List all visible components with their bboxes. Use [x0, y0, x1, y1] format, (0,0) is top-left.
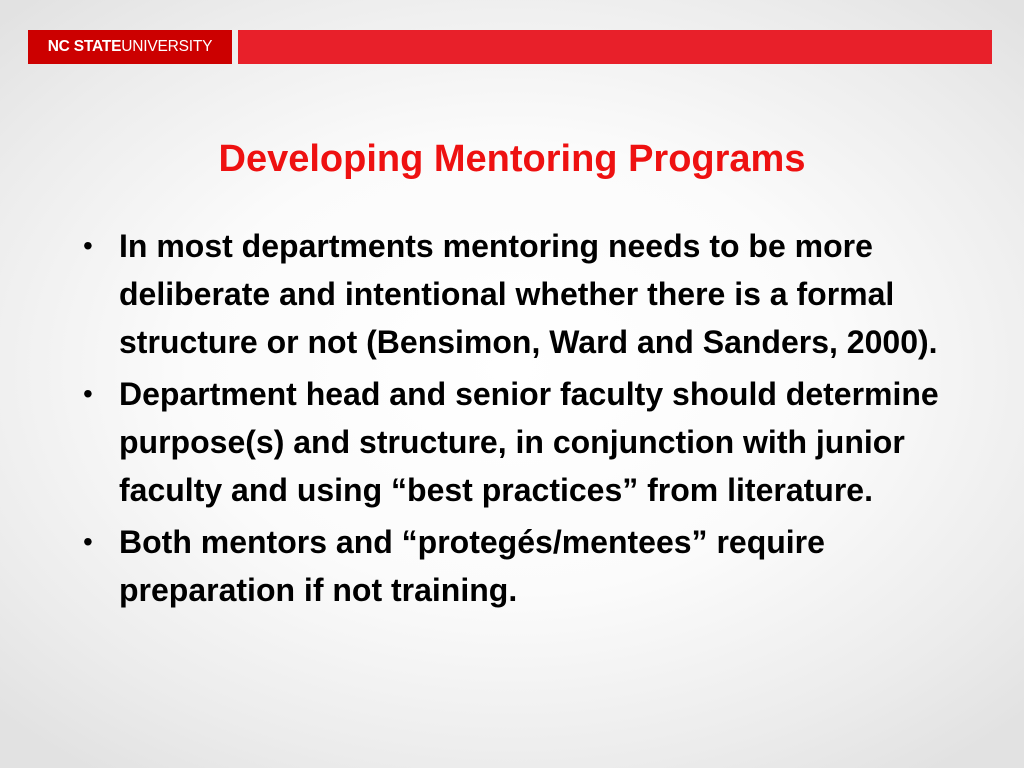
bullet-item: [76, 370, 976, 514]
bullet-list: [76, 222, 976, 618]
bullet-dot-icon: •: [83, 378, 93, 409]
header-accent-stripe: [238, 30, 992, 64]
logo-wordmark-light: UNIVERSITY: [121, 38, 213, 55]
bullet-dot-icon: •: [83, 526, 93, 557]
slide-title: Developing Mentoring Programs: [218, 138, 806, 180]
bullet-text: Both mentors and “protegés/mentees” require preparation if not training.: [119, 524, 825, 608]
university-logo: [28, 30, 232, 64]
bullet-text: Department head and senior faculty should determine purpose(s) and structure, in conjunction with junior faculty and using “best practices” from literature.: [119, 376, 939, 508]
brand-header-bar: [28, 30, 992, 64]
bullet-item: [76, 222, 976, 366]
bullet-dot-icon: •: [83, 230, 93, 261]
bullet-item: [76, 518, 976, 614]
logo-wordmark-bold: NC STATE: [47, 38, 122, 55]
bullet-text: In most departments mentoring needs to be more deliberate and intentional whether there is a formal structure or not (Bensimon, Ward and Sanders, 2000).: [119, 228, 938, 360]
